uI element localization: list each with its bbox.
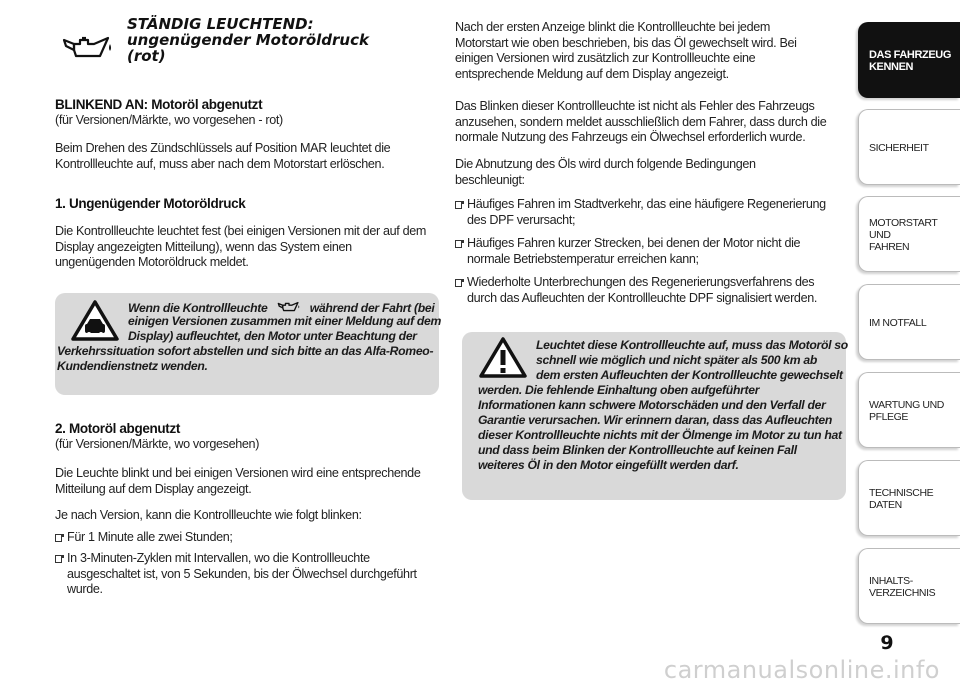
note2-line2: schnell wie möglich und nicht später als 500 km ab	[536, 353, 817, 367]
paragraph-mar: Beim Drehen des Zündschlüssels auf Position MAR leuchtet die Kontrollleuchte auf, muss aber nach dem Motorstart erlöschen.	[55, 141, 391, 171]
tab-label: INHALTS- VERZEICHNIS	[869, 575, 936, 599]
checkbox-bullet-icon	[455, 240, 462, 248]
note1-line1a: Wenn die Kontrollleuchte	[128, 301, 268, 315]
list-item: Für 1 Minute alle zwei Stunden;	[55, 530, 233, 546]
warning-triangle-icon	[478, 336, 528, 380]
section-heading-2-note: (für Versionen/Märkte, wo vorgesehen)	[55, 437, 260, 451]
paragraph-blink: Die Leuchte blinkt und bei einigen Versionen wird eine entsprechende Mitteilung auf dem Display angezeigt.	[55, 466, 421, 496]
section-heading-1: 1. Ungenügender Motoröldruck	[55, 196, 246, 211]
warning-note-1	[55, 293, 442, 395]
paragraph-not-fault: Das Blinken dieser Kontrollleuchte ist nicht als Fehler des Fahrzeugs anzusehen, sondern meldet ausschließlich dem Fahrer, dass durch die normale Nutzung des Fahrzeugs ein Ölwechsel erforderlich wurde.	[455, 99, 827, 144]
paragraph-version: Je nach Version, kann die Kontrollleuchte wie folgt blinken:	[55, 508, 362, 522]
tab-das-fahrzeug-kennen[interactable]	[858, 22, 960, 98]
tab-sicherheit[interactable]	[858, 109, 960, 185]
warning-triangle-icon	[70, 299, 120, 343]
blink-heading: BLINKEND AN: Motoröl abgenutzt	[55, 97, 263, 112]
oil-can-icon	[60, 30, 116, 66]
list-item: Häufiges Fahren im Stadtverkehr, das eine häufigere Regenerierung des DPF verursacht;	[455, 197, 826, 228]
note2-line6: Garantie verursachen. Wir erinnern daran, dass das Aufleuchten	[478, 413, 833, 427]
note2-line5: Informationen kann schwere Motorschäden und den Verfall der	[478, 398, 826, 412]
tab-label: SICHERHEIT	[869, 142, 929, 154]
checkbox-bullet-icon	[55, 534, 62, 542]
tab-label: DAS FAHRZEUG KENNEN	[869, 49, 951, 73]
note1-line5: Kundendienstnetz wenden.	[57, 359, 208, 373]
tab-label: IM NOTFALL	[869, 317, 927, 329]
list-item: In 3-Minuten-Zyklen mit Intervallen, wo die Kontrollleuchte ausgeschaltet ist, von 5 Sekunden, bis der Ölwechsel durchgeführt wurde.	[55, 551, 417, 598]
note2-line4: werden. Die fehlende Einhaltung oben aufgeführter	[478, 383, 760, 397]
checkbox-bullet-icon	[55, 555, 62, 563]
list-item: Häufiges Fahren kurzer Strecken, bei denen der Motor nicht die normale Betriebstemperatur erreichen kann;	[455, 236, 800, 267]
oil-can-icon	[271, 299, 307, 315]
tab-inhaltsverzeichnis[interactable]	[858, 548, 960, 624]
watermark: carmanualsonline.info	[663, 656, 940, 684]
note2-line7: dieser Kontrollleuchte nichts mit der Ölmenge im Motor zu tun hat	[478, 428, 842, 442]
chapter-tabs	[858, 12, 960, 652]
note2-line8: und dass beim Blinken der Kontrollleuchte auf keinen Fall	[478, 443, 797, 457]
tab-motorstart-und-fahren[interactable]	[858, 196, 960, 272]
page-number: 9	[880, 632, 894, 654]
note1-line1b: während der Fahrt (bei	[309, 301, 435, 315]
tab-im-notfall[interactable]	[858, 284, 960, 360]
section-heading-2: 2. Motoröl abgenutzt	[55, 421, 180, 436]
tab-label: TECHNISCHE DATEN	[869, 487, 934, 511]
list-item: Wiederholte Unterbrechungen des Regenerierungsverfahrens des durch das Aufleuchten der Kontrollleuchte DPF signalisiert werden.	[455, 275, 817, 306]
note2-line9: weiteres Öl in den Motor eingefüllt werden darf.	[478, 458, 739, 472]
note1-line3: Display) aufleuchtet, den Motor unter Beachtung der	[128, 329, 417, 343]
note2-line1: Leuchtet diese Kontrollleuchte auf, muss das Motoröl so	[536, 338, 848, 352]
tab-label: WARTUNG UND PFLEGE	[869, 399, 944, 423]
paragraph-wear: Die Abnutzung des Öls wird durch folgende Bedingungen beschleunigt:	[455, 157, 756, 187]
tab-wartung-und-pflege[interactable]	[858, 372, 960, 448]
blink-note: (für Versionen/Märkte, wo vorgesehen - rot)	[55, 113, 283, 127]
paragraph-pressure: Die Kontrollleuchte leuchtet fest (bei einigen Versionen mit der auf dem Display angezeigten Mitteilung), wenn das System einen ungenügenden Motoröldruck meldet.	[55, 224, 427, 269]
note1-line2: einigen Versionen zusammen mit einer Meldung auf dem	[128, 314, 442, 328]
checkbox-bullet-icon	[455, 201, 462, 209]
tab-label: MOTORSTART UND FAHREN	[869, 217, 938, 253]
note2-line3: dem ersten Aufleuchten der Kontrollleuchte gewechselt	[536, 368, 843, 382]
warning-light-heading	[55, 14, 445, 84]
note1-line4: Verkehrssituation sofort abstellen und sich bitte an das Alfa-Romeo-	[57, 344, 434, 358]
checkbox-bullet-icon	[455, 279, 462, 287]
warning-note-2	[462, 332, 846, 500]
warning-title: STÄNDIG LEUCHTEND: ungenügender Motoröldruck (rot)	[127, 15, 369, 65]
tab-technische-daten[interactable]	[858, 460, 960, 536]
paragraph-after-first: Nach der ersten Anzeige blinkt die Kontrollleuchte bei jedem Motorstart wie oben beschrieben, bis das Öl gewechselt wird. Bei einigen Versionen wird zusätzlich zur Kontrollleuchte eine entsprechende Meldung auf dem Display angezeigt.	[455, 20, 797, 81]
